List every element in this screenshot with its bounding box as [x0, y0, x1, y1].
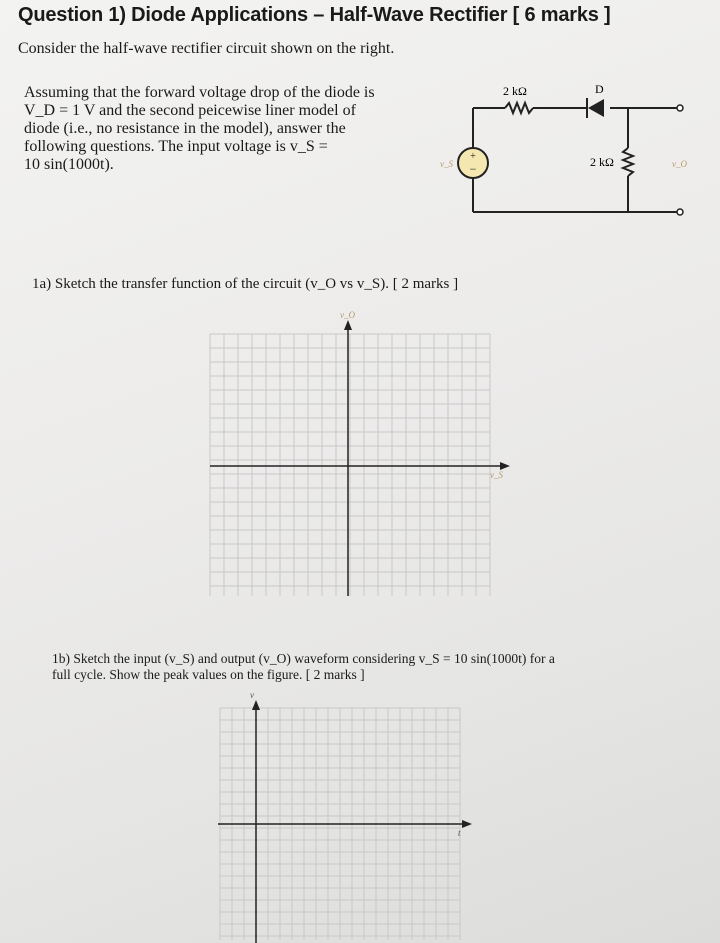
svg-text:+: + [470, 151, 476, 162]
waveform-grid [210, 690, 500, 943]
assumption-paragraph [24, 84, 444, 174]
x-axis-label: v_S [490, 470, 503, 480]
part-a-text: 1a) Sketch the transfer function of the circuit (v_O vs v_S). [ 2 marks ] [32, 276, 459, 292]
assumption-line: following questions. The input voltage is v_S = [24, 138, 328, 155]
part-b-line: full cycle. Show the peak values on the figure. [ 2 marks ] [52, 667, 365, 682]
source-label: v_S [440, 159, 453, 169]
y-axis-label: v_O [340, 310, 355, 320]
intro-text: Consider the half-wave rectifier circuit shown on the right. [18, 40, 395, 57]
output-label: v_O [672, 159, 687, 169]
assumption-line: 10 sin(1000t). [24, 156, 114, 173]
load-resistor-label: 2 kΩ [590, 155, 614, 169]
output-terminal-bottom [677, 209, 683, 215]
assumption-line: diode (i.e., no resistance in the model), answer the [24, 120, 346, 137]
diode-label: D [595, 82, 604, 96]
diode-symbol [588, 99, 604, 117]
x-axis-label: t [458, 828, 461, 838]
transfer-function-grid [200, 306, 520, 602]
y-axis-label: v [250, 690, 254, 700]
assumption-line: Assuming that the forward voltage drop of the diode is [24, 84, 375, 101]
assumption-line: V_D = 1 V and the second peicewise liner model of [24, 102, 356, 119]
question-title: Question 1) Diode Applications – Half-Wave Rectifier [ 6 marks ] [18, 4, 611, 26]
output-terminal-top [677, 105, 683, 111]
series-resistor-label: 2 kΩ [503, 84, 527, 98]
rectifier-circuit [440, 70, 720, 230]
part-b-line: 1b) Sketch the input (v_S) and output (v_O) waveform considering v_S = 10 sin(1000t) for a [52, 651, 555, 666]
part-b-text [52, 651, 672, 683]
svg-text:−: − [469, 162, 477, 176]
